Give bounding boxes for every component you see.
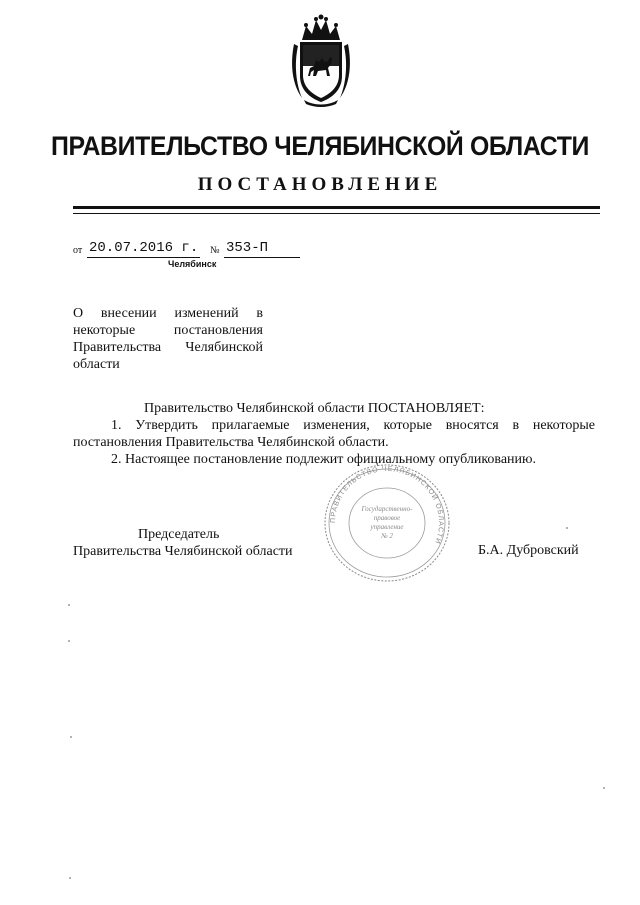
signatory-position: [73, 526, 293, 560]
document-subject: О внесении изменений в некоторые постановления Правительства Челябинской области: [73, 306, 263, 372]
seal-outer-text: ПРАВИТЕЛЬСТВО ЧЕЛЯБИНСКОЙ ОБЛАСТИ: [329, 465, 445, 546]
chelyabinsk-coat-of-arms-icon: [288, 14, 354, 108]
date-prefix: от: [73, 245, 83, 256]
official-round-seal-icon: [312, 461, 462, 586]
city-label: Челябинск: [168, 259, 217, 269]
header-rule-thick: [73, 206, 600, 209]
scan-speck: [603, 787, 605, 789]
government-title: ПРАВИТЕЛЬСТВО ЧЕЛЯБИНСКОЙ ОБЛАСТИ: [50, 131, 590, 161]
scan-speck: [69, 877, 71, 879]
header-rule-thin: [73, 213, 600, 214]
document-type: ПОСТАНОВЛЕНИЕ: [197, 174, 443, 195]
date-number-line: [73, 240, 313, 260]
number-prefix: №: [210, 245, 220, 256]
document-date: 20.07.2016 г.: [89, 240, 199, 256]
scan-speck: [566, 527, 568, 529]
seal-inner-line-2: правовое: [373, 514, 401, 522]
scan-speck: [68, 640, 70, 642]
scan-speck: [70, 736, 72, 738]
body-paragraph-1: Правительство Челябинской области ПОСТАНОВЛЯЕТ:: [144, 401, 485, 416]
body-paragraph-2: 1. Утвердить прилагаемые изменения, которые вносятся в некоторые постановления Правительства Челябинской области.: [73, 418, 595, 450]
seal-inner-line-1: Государственно-: [361, 505, 413, 513]
signatory-position-line-2: Правительства Челябинской области: [73, 544, 293, 559]
seal-inner-line-4: № 2: [381, 532, 393, 540]
document-body: [73, 400, 595, 468]
body-paragraph-3: 2. Настоящее постановление подлежит официальному опубликованию.: [111, 452, 536, 467]
signatory-name: Б.А. Дубровский: [478, 543, 579, 558]
signatory-position-line-1: Председатель: [138, 527, 220, 542]
scan-speck: [68, 604, 70, 606]
document-number: 353-П: [224, 240, 300, 258]
seal-inner-line-3: управление: [370, 523, 404, 531]
